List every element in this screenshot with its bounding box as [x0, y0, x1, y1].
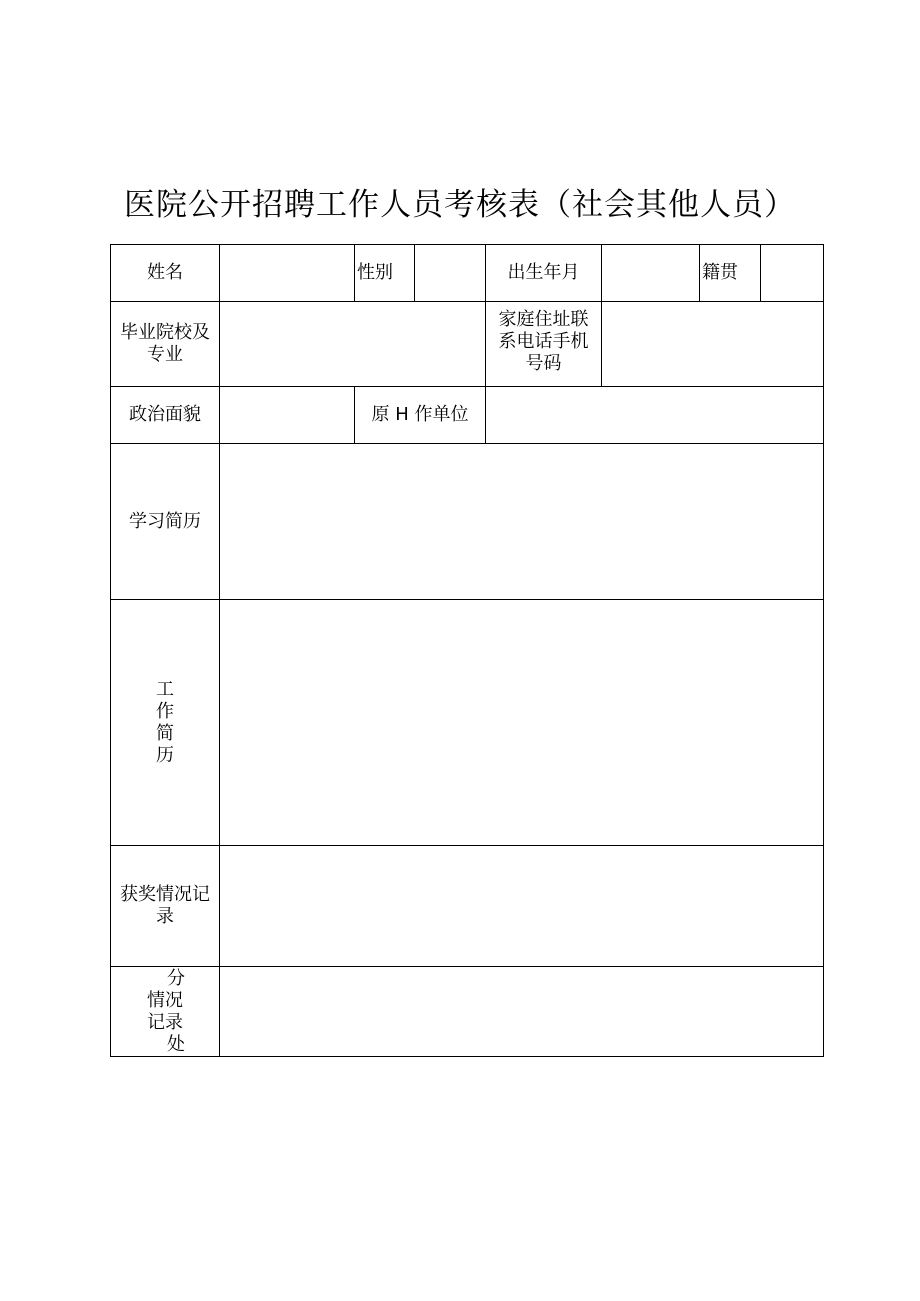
- awards-field[interactable]: [220, 846, 824, 967]
- former-unit-label: 原 H 作单位: [355, 387, 486, 444]
- contact-label-line: 家庭住址联: [498, 309, 589, 330]
- punishment-label-line: 处: [167, 1033, 185, 1055]
- punishment-label-line: 分: [167, 967, 185, 989]
- school-major-field[interactable]: [220, 302, 486, 387]
- awards-label-line: 获奖情况记: [120, 884, 210, 905]
- school-major-label-line: 毕业院校及: [120, 322, 210, 343]
- former-unit-field[interactable]: [486, 387, 824, 444]
- birth-field[interactable]: [602, 245, 700, 302]
- work-history-label: [111, 600, 220, 846]
- native-place-field[interactable]: [761, 245, 824, 302]
- punishment-label-line: 记录: [147, 1011, 183, 1033]
- form-row-punishment: [111, 967, 824, 1057]
- form-row-political: [111, 387, 824, 444]
- political-status-label: 政治面貌: [111, 387, 220, 444]
- form-row-study: [111, 444, 824, 600]
- punishment-label-line: 情况: [147, 989, 183, 1011]
- assessment-form-table: [110, 244, 824, 1057]
- gender-field[interactable]: [415, 245, 486, 302]
- form-row-education: [111, 302, 824, 387]
- punishment-field[interactable]: [220, 967, 824, 1057]
- form-row-basic: [111, 245, 824, 302]
- name-label: 姓名: [111, 245, 220, 302]
- gender-label: 性别: [355, 245, 415, 302]
- native-place-label: 籍贯: [700, 245, 761, 302]
- contact-field[interactable]: [602, 302, 824, 387]
- contact-label-line: 号码: [525, 353, 562, 374]
- study-history-label: 学习简历: [111, 444, 220, 600]
- school-major-label-line: 专业: [147, 344, 183, 365]
- study-history-field[interactable]: [220, 444, 824, 600]
- work-history-label-char: 作: [156, 700, 174, 722]
- school-major-label: [111, 302, 220, 387]
- work-history-field[interactable]: [220, 600, 824, 846]
- punishment-label: [111, 967, 220, 1057]
- name-field[interactable]: [220, 245, 355, 302]
- contact-label-line: 系电话手机: [498, 331, 589, 352]
- form-row-work: [111, 600, 824, 846]
- form-row-awards: [111, 846, 824, 967]
- work-history-label-char: 历: [156, 744, 174, 766]
- contact-label: [486, 302, 602, 387]
- work-history-label-char: 工: [156, 678, 174, 700]
- birth-label: 出生年月: [486, 245, 602, 302]
- work-history-label-char: 简: [156, 722, 174, 744]
- page-title: 医院公开招聘工作人员考核表（社会其他人员）: [124, 187, 796, 223]
- political-status-field[interactable]: [220, 387, 355, 444]
- awards-label: [111, 846, 220, 967]
- awards-label-line: 录: [156, 906, 174, 927]
